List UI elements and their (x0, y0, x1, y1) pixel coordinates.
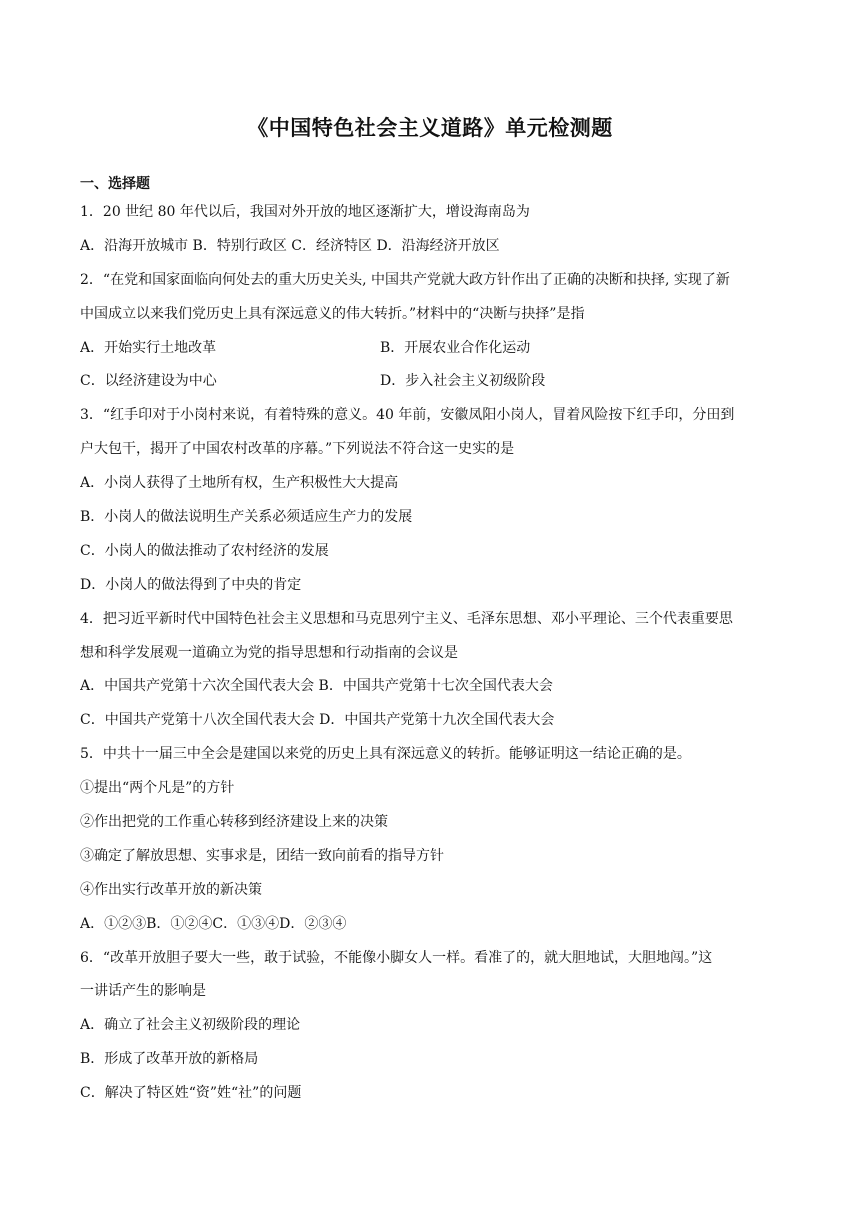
question-6-option-a: A．确立了社会主义初级阶段的理论 (80, 1017, 301, 1034)
question-5-item-1: ①提出“两个凡是”的方针 (80, 780, 235, 797)
question-5-stem: 5．中共十一届三中全会是建国以来党的历史上具有深远意义的转折。能够证明这一结论正确的是。 (80, 746, 691, 763)
question-4-stem-line2: 想和科学发展观一道确立为党的指导思想和行动指南的会议是 (80, 644, 458, 661)
question-6-stem-line2: 一讲话产生的影响是 (80, 983, 206, 1000)
question-2-option-b: B．开展农业合作化运动 (380, 339, 531, 356)
document-title: 《中国特色社会主义道路》单元检测题 (247, 116, 613, 140)
question-1-stem: 1．20 世纪 80 年代以后，我国对外开放的地区逐渐扩大，增设海南岛为 (80, 204, 530, 220)
section-heading: 一、选择题 (80, 176, 150, 192)
question-5-item-4: ④作出实行改革开放的新决策 (80, 881, 262, 898)
question-5-item-2: ②作出把党的工作重心转移到经济建设上来的决策 (80, 814, 388, 831)
question-3-option-c: C．小岗人的做法推动了农村经济的发展 (80, 542, 329, 559)
question-2-options-row1 (80, 332, 782, 366)
question-4-options-ab: A．中国共产党第十六次全国代表大会 B．中国共产党第十七次全国代表大会 (80, 678, 553, 695)
question-6-stem-line1: 6．“改革开放胆子要大一些，敢于试验，不能像小脚女人一样。看准了的，就大胆地试，大胆地闯。”这 (80, 949, 713, 966)
question-2-stem-line1: 2．“在党和国家面临向何处去的重大历史关头, 中国共产党就大政方针作出了正确的决断和抉择, 实现了新 (80, 271, 730, 288)
question-2-options-row2 (80, 365, 782, 399)
question-3-stem-line1: 3．“红手印对于小岗村来说，有着特殊的意义。40 年前，安徽凤阳小岗人，冒着风险按下红手印，分田到 (80, 407, 735, 424)
question-5-item-3: ③确定了解放思想、实事求是，团结一致向前看的指导方针 (80, 847, 444, 864)
question-2-stem-line2: 中国成立以来我们党历史上具有深远意义的伟大转折。”材料中的“决断与抉择”是指 (80, 305, 585, 322)
question-2-option-a: A．开始实行土地改革 (80, 339, 217, 356)
question-3-option-d: D．小岗人的做法得到了中央的肯定 (80, 576, 302, 593)
question-2-option-d: D．步入社会主义初级阶段 (380, 373, 546, 390)
question-3-stem-line2: 户大包干，揭开了中国农村改革的序幕。”下列说法不符合这一史实的是 (80, 441, 515, 458)
question-4-options-cd: C．中国共产党第十八次全国代表大会 D．中国共产党第十九次全国代表大会 (80, 712, 555, 729)
question-4-stem-line1: 4．把习近平新时代中国特色社会主义思想和马克思列宁主义、毛泽东思想、邓小平理论、三个代表重要思 (80, 610, 733, 627)
question-3-option-a: A．小岗人获得了土地所有权，生产积极性大大提高 (80, 475, 399, 492)
question-5-options: A．①②③B．①②④C．①③④D．②③④ (80, 915, 347, 932)
question-6-option-c: C．解决了特区姓“资”姓“社”的问题 (80, 1085, 302, 1102)
question-1-options: A．沿海开放城市 B．特别行政区 C．经济特区 D．沿海经济开放区 (80, 237, 500, 254)
question-3-option-b: B．小岗人的做法说明生产关系必须适应生产力的发展 (80, 509, 413, 526)
question-list (80, 196, 782, 1111)
question-6-option-b: B．形成了改革开放的新格局 (80, 1051, 259, 1068)
question-2-option-c: C．以经济建设为中心 (80, 373, 217, 390)
